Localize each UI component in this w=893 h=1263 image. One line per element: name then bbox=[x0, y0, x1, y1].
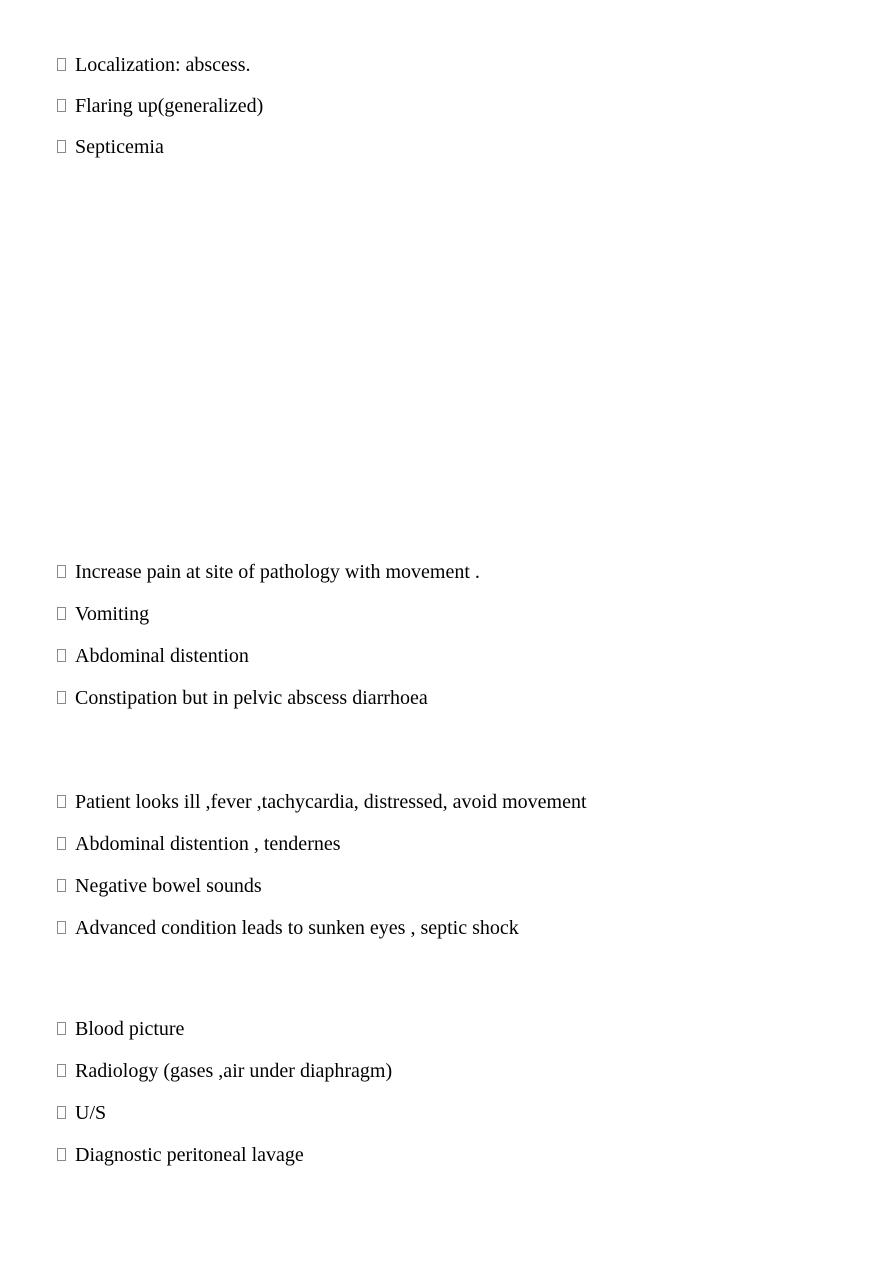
bullet-box-icon bbox=[57, 607, 66, 620]
list-item-text: Diagnostic peritoneal lavage bbox=[75, 1144, 304, 1166]
list-item bbox=[57, 45, 263, 86]
list-item bbox=[57, 1050, 392, 1092]
list-item-text: Advanced condition leads to sunken eyes , septic shock bbox=[75, 917, 519, 939]
signs-list bbox=[57, 781, 587, 949]
list-item-text: Negative bowel sounds bbox=[75, 875, 262, 897]
bullet-box-icon bbox=[57, 565, 66, 578]
list-item bbox=[57, 1008, 392, 1050]
investigations-list bbox=[57, 1008, 392, 1176]
bullet-box-icon bbox=[57, 1064, 66, 1077]
list-item-text: Localization: abscess. bbox=[75, 54, 251, 76]
list-item-text: Septicemia bbox=[75, 136, 164, 158]
list-item-text: Abdominal distention bbox=[75, 645, 249, 667]
bullet-box-icon bbox=[57, 1106, 66, 1119]
list-item bbox=[57, 86, 263, 127]
list-item bbox=[57, 551, 480, 593]
bullet-box-icon bbox=[57, 921, 66, 934]
bullet-box-icon bbox=[57, 879, 66, 892]
list-item bbox=[57, 823, 587, 865]
list-item-text: Vomiting bbox=[75, 603, 150, 625]
bullet-box-icon bbox=[57, 99, 66, 112]
bullet-box-icon bbox=[57, 58, 66, 71]
list-item bbox=[57, 1092, 392, 1134]
list-item-text: Flaring up(generalized) bbox=[75, 95, 264, 117]
list-item-text: Increase pain at site of pathology with movement . bbox=[75, 561, 480, 583]
bullet-box-icon bbox=[57, 837, 66, 850]
list-item-text: Patient looks ill ,fever ,tachycardia, distressed, avoid movement bbox=[75, 791, 587, 813]
list-item-text: U/S bbox=[75, 1102, 107, 1124]
list-item bbox=[57, 127, 263, 168]
list-item bbox=[57, 907, 587, 949]
bullet-box-icon bbox=[57, 691, 66, 704]
list-item bbox=[57, 865, 587, 907]
list-item bbox=[57, 593, 480, 635]
complications-list bbox=[57, 45, 263, 168]
list-item bbox=[57, 781, 587, 823]
list-item bbox=[57, 677, 480, 719]
bullet-box-icon bbox=[57, 1022, 66, 1035]
list-item-text: Abdominal distention , tendernes bbox=[75, 833, 341, 855]
bullet-box-icon bbox=[57, 1148, 66, 1161]
bullet-box-icon bbox=[57, 649, 66, 662]
bullet-box-icon bbox=[57, 140, 66, 153]
list-item-text: Blood picture bbox=[75, 1018, 185, 1040]
symptoms-list bbox=[57, 551, 480, 719]
list-item-text: Constipation but in pelvic abscess diarrhoea bbox=[75, 687, 428, 709]
list-item-text: Radiology (gases ,air under diaphragm) bbox=[75, 1060, 393, 1082]
list-item bbox=[57, 635, 480, 677]
bullet-box-icon bbox=[57, 795, 66, 808]
list-item bbox=[57, 1134, 392, 1176]
